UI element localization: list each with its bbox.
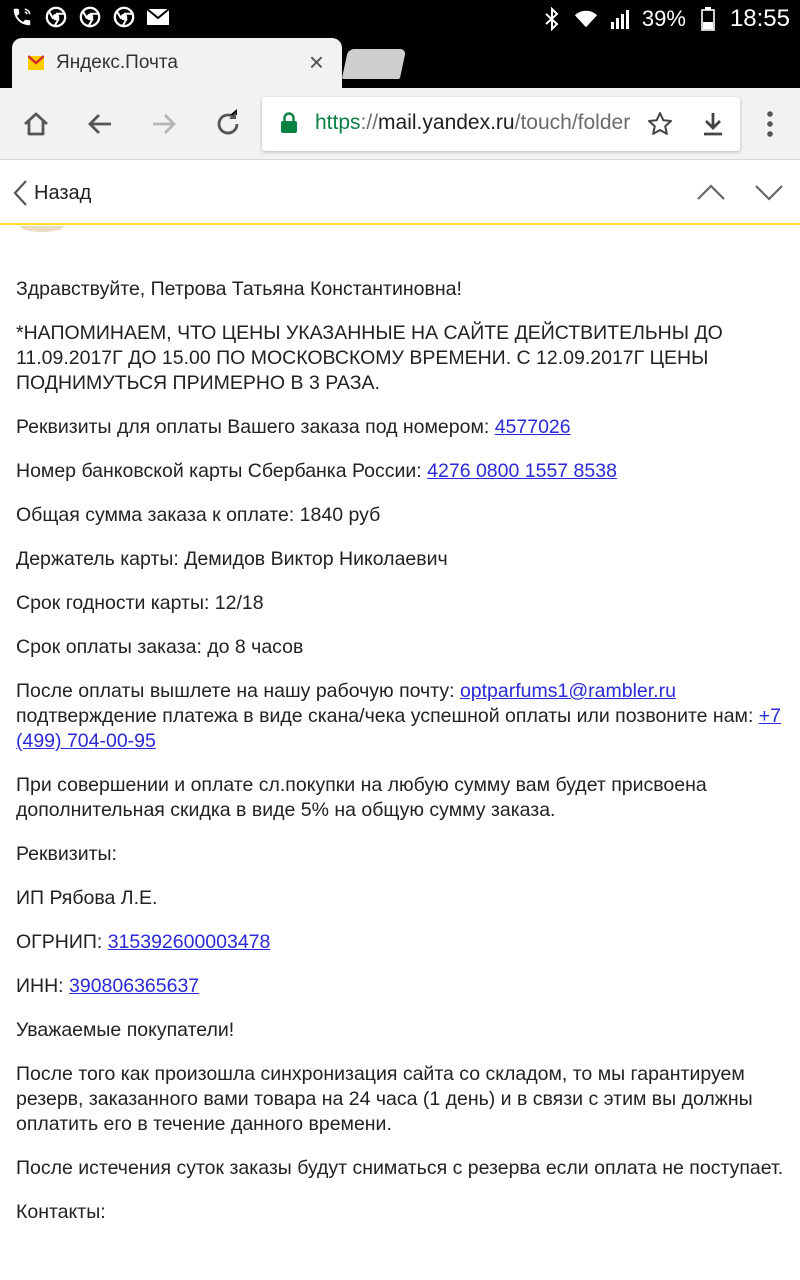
ip-name: ИП Рябова Л.Е. xyxy=(16,887,158,909)
arrow-left-icon xyxy=(85,109,115,139)
order-number-link[interactable]: 4577026 xyxy=(494,416,571,438)
arrow-right-icon xyxy=(149,109,179,139)
customers-heading: Уважаемые покупатели! xyxy=(16,1019,235,1041)
after-pay-prefix: После оплаты вышлете на нашу рабочую почту: xyxy=(16,680,460,702)
new-tab-button[interactable] xyxy=(342,49,406,79)
email-link[interactable]: optparfums1@rambler.ru xyxy=(459,680,676,702)
home-icon xyxy=(21,109,51,139)
star-icon xyxy=(646,110,674,138)
notification-icons xyxy=(10,5,170,29)
order-line xyxy=(16,415,791,440)
chrome-icon xyxy=(112,5,136,29)
sync-text: После того как произошла синхронизация сайта со складом, то мы гарантируем резерв, заказанного вами товара на 24 часа (1 день) и в связи с этим вы должны оплатить его в течение данного времени. xyxy=(16,1063,753,1135)
download-icon xyxy=(700,110,726,138)
requisites-heading: Реквизиты: xyxy=(16,843,117,865)
chevron-down-icon xyxy=(754,177,784,207)
card-line xyxy=(16,459,791,484)
back-link[interactable] xyxy=(12,175,91,211)
signal-icon xyxy=(608,7,632,31)
url-separator: :// xyxy=(360,111,379,134)
card-holder: Держатель карты: Демидов Виктор Николаевич xyxy=(16,548,448,570)
contacts-heading: Контакты: xyxy=(16,1201,106,1223)
after-payment-instructions xyxy=(16,679,791,754)
more-vert-icon xyxy=(765,110,775,138)
chrome-icon xyxy=(44,5,68,29)
address-bar[interactable] xyxy=(262,97,740,151)
reload-icon xyxy=(213,109,243,139)
tab-close-button[interactable]: × xyxy=(308,47,324,77)
back-label: Назад xyxy=(34,181,92,204)
url-host: mail.yandex.ru xyxy=(378,111,515,134)
menu-button[interactable] xyxy=(752,106,788,142)
url-scheme: https xyxy=(315,111,361,134)
order-total: Общая сумма заказа к оплате: 1840 руб xyxy=(16,504,381,526)
system-icons xyxy=(540,5,790,33)
inn-label: ИНН: xyxy=(16,975,70,997)
previous-message-button[interactable] xyxy=(696,177,726,212)
next-message-button[interactable] xyxy=(754,177,784,212)
bookmark-star-button[interactable] xyxy=(646,110,674,143)
ogrnip-label: ОГРНИП: xyxy=(16,931,108,953)
battery-icon xyxy=(696,7,720,31)
back-nav-button[interactable] xyxy=(82,106,118,142)
phone-link[interactable]: +7 (499) 704-00-95 xyxy=(16,705,782,752)
mail-header xyxy=(0,161,800,225)
card-label: Номер банковской карты Сбербанка России: xyxy=(16,460,428,482)
price-notice: *НАПОМИНАЕМ, ЧТО ЦЕНЫ УКАЗАННЫЕ НА САЙТЕ ДЕЙСТВИТЕЛЬНЫ ДО 11.09.2017Г ДО 15.00 ПО МОСКОВСКОМУ ВРЕМЕНИ. С 12.09.2017Г ЦЕНЫ ПОДНИМУТЬСЯ ПРИМЕРНО В 3 РАЗА. xyxy=(16,322,723,394)
url-text[interactable] xyxy=(315,111,635,135)
inn-line xyxy=(16,974,791,999)
order-label: Реквизиты для оплаты Вашего заказа под номером: xyxy=(16,416,495,438)
mail-icon xyxy=(146,5,170,29)
yandex-mail-favicon xyxy=(28,55,44,71)
status-bar xyxy=(0,0,800,36)
url-path: /touch/folder xyxy=(514,111,631,134)
card-expiry: Срок годности карты: 12/18 xyxy=(16,592,264,614)
home-button[interactable] xyxy=(18,106,54,142)
message-body xyxy=(16,277,791,1244)
lock-icon xyxy=(280,112,298,139)
browser-toolbar xyxy=(0,88,800,160)
browser-tab[interactable] xyxy=(12,38,342,88)
card-number-link[interactable]: 4276 0800 1557 8538 xyxy=(427,460,617,482)
chrome-icon xyxy=(78,5,102,29)
battery-percentage: 39% xyxy=(641,6,686,31)
download-button[interactable] xyxy=(700,110,726,143)
chevron-up-icon xyxy=(696,177,726,207)
after-pay-mid: подтверждение платежа в виде скана/чека успешной оплаты или позвоните нам: xyxy=(16,705,759,727)
payment-deadline: Срок оплаты заказа: до 8 часов xyxy=(16,636,304,658)
wifi-icon xyxy=(574,7,598,31)
discount-text: При совершении и оплате сл.покупки на любую сумму вам будет присвоена дополнительная скидка в виде 5% на общую сумму заказа. xyxy=(16,774,707,821)
ogrnip-line xyxy=(16,930,791,955)
bluetooth-icon xyxy=(540,7,564,31)
inn-link[interactable]: 390806365637 xyxy=(69,975,200,997)
forward-nav-button[interactable] xyxy=(146,106,182,142)
chevron-left-icon xyxy=(12,178,30,208)
clock: 18:55 xyxy=(729,5,790,32)
reload-button[interactable] xyxy=(210,106,246,142)
sender-avatar xyxy=(20,226,64,232)
phone-icon xyxy=(10,5,34,29)
greeting: Здравствуйте, Петрова Татьяна Константиновна! xyxy=(16,278,462,300)
ogrnip-link[interactable]: 315392600003478 xyxy=(107,931,271,953)
reserve-expiry-text: После истечения суток заказы будут сниматься с резерва если оплата не поступает. xyxy=(16,1157,784,1179)
tab-title: Яндекс.Почта xyxy=(56,52,178,73)
tab-strip xyxy=(0,36,800,88)
